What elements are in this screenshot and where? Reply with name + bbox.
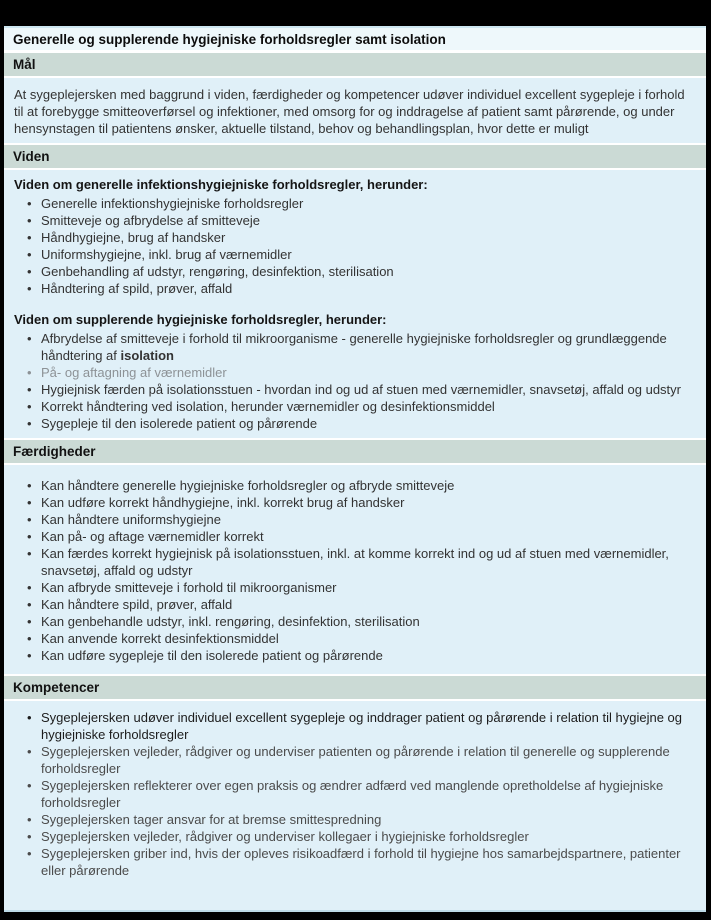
- list-item: • Sygeplejersken vejleder, rådgiver og underviser kollegaer i hygiejniske forholdsregler: [14, 828, 692, 845]
- section-content-kompetencer: [4, 701, 706, 912]
- list-item: • Sygeplejersken griber ind, hvis der opleves risikoadfærd i forhold til hygiejne hos samarbejdspartnere, patienter eller pårørende: [14, 845, 692, 879]
- kompetencer-list: [14, 709, 692, 879]
- list-item: • Kan genbehandle udstyr, inkl. rengøring, desinfektion, sterilisation: [14, 613, 692, 630]
- list-item: • Smitteveje og afbrydelse af smitteveje: [14, 212, 692, 229]
- list-item: • Kan håndtere spild, prøver, affald: [14, 596, 692, 613]
- list-item: • Korrekt håndtering ved isolation, herunder værnemidler og desinfektionsmiddel: [14, 398, 692, 415]
- list-item: • Sygeplejersken vejleder, rådgiver og underviser patienten og pårørende i relation til generelle og supplerende forholdsregler: [14, 743, 692, 777]
- viden-supplerende-subtitle: Viden om supplerende hygiejniske forholdsregler, herunder:: [14, 312, 387, 327]
- list-item-text: Afbrydelse af smitteveje i forhold til mikroorganisme - generelle hygiejniske forholdsregler og grundlæggende håndtering af: [41, 331, 667, 363]
- viden-general-list: [14, 195, 692, 297]
- viden-supplerende-list: [14, 330, 692, 432]
- list-item: • Kan anvende korrekt desinfektionsmiddel: [14, 630, 692, 647]
- section-header-maal: Mål: [4, 53, 706, 76]
- list-item-bold-text: isolation: [120, 348, 174, 363]
- maal-paragraph: At sygeplejersken med baggrund i viden, færdigheder og kompetencer udøver individuel excellent sygepleje i forhold til at forebygge smitteoverførsel og infektioner, med omsorg for og inddragelse af patient samt pårørende, og under hensynstagen til patientens ønsker, aktuelle tilstand, behov og behandlingsplan, hvor dette er muligt: [14, 87, 685, 136]
- list-item: • Håndtering af spild, prøver, affald: [14, 280, 692, 297]
- list-item: • Kan på- og aftage værnemidler korrekt: [14, 528, 692, 545]
- list-item: • Kan afbryde smitteveje i forhold til mikroorganismer: [14, 579, 692, 596]
- list-item: • Sygepleje til den isolerede patient og pårørende: [14, 415, 692, 432]
- section-header-kompetencer: Kompetencer: [4, 676, 706, 699]
- viden-general-subtitle: Viden om generelle infektionshygiejniske forholdsregler, herunder:: [14, 177, 428, 192]
- list-item: • Sygeplejersken udøver individuel excellent sygepleje og inddrager patient og pårørende i relation til hygiejne og hygiejniske forholdsregler: [14, 709, 692, 743]
- list-item: • Kan udføre korrekt håndhygiejne, inkl. korrekt brug af handsker: [14, 494, 692, 511]
- list-item: • Kan håndtere generelle hygiejniske forholdsregler og afbryde smitteveje: [14, 477, 692, 494]
- section-content-faerdigheder: [4, 465, 706, 674]
- list-item: • Uniformshygiejne, inkl. brug af værnemidler: [14, 246, 692, 263]
- list-item: • På- og aftagning af værnemidler: [14, 364, 692, 381]
- list-item: • Kan færdes korrekt hygiejnisk på isolationsstuen, inkl. at komme korrekt ind og ud af stuen med værnemidler, snavsetøj, affald og udstyr: [14, 545, 692, 579]
- list-item: • Sygeplejersken reflekterer over egen praksis og ændrer adfærd ved manglende opretholdelse af hygiejniske forholdsregler: [14, 777, 692, 811]
- list-item: • Håndhygiejne, brug af handsker: [14, 229, 692, 246]
- list-item: • Sygeplejersken tager ansvar for at bremse smittespredning: [14, 811, 692, 828]
- list-item: • Generelle infektionshygiejniske forholdsregler: [14, 195, 692, 212]
- faerdigheder-list: [14, 477, 692, 664]
- list-item: [14, 330, 692, 364]
- section-header-viden: Viden: [4, 145, 706, 168]
- page-title: Generelle og supplerende hygiejniske forholdsregler samt isolation: [4, 26, 706, 50]
- document-frame: [4, 26, 706, 912]
- section-content-maal: [4, 78, 706, 143]
- section-header-faerdigheder: Færdigheder: [4, 440, 706, 463]
- list-item: • Hygiejnisk færden på isolationsstuen - hvordan ind og ud af stuen med værnemidler, snavsetøj, affald og udstyr: [14, 381, 692, 398]
- section-content-viden: [4, 170, 706, 438]
- spacer: [14, 297, 692, 311]
- list-item: • Kan udføre sygepleje til den isolerede patient og pårørende: [14, 647, 692, 664]
- list-item: • Genbehandling af udstyr, rengøring, desinfektion, sterilisation: [14, 263, 692, 280]
- list-item: • Kan håndtere uniformshygiejne: [14, 511, 692, 528]
